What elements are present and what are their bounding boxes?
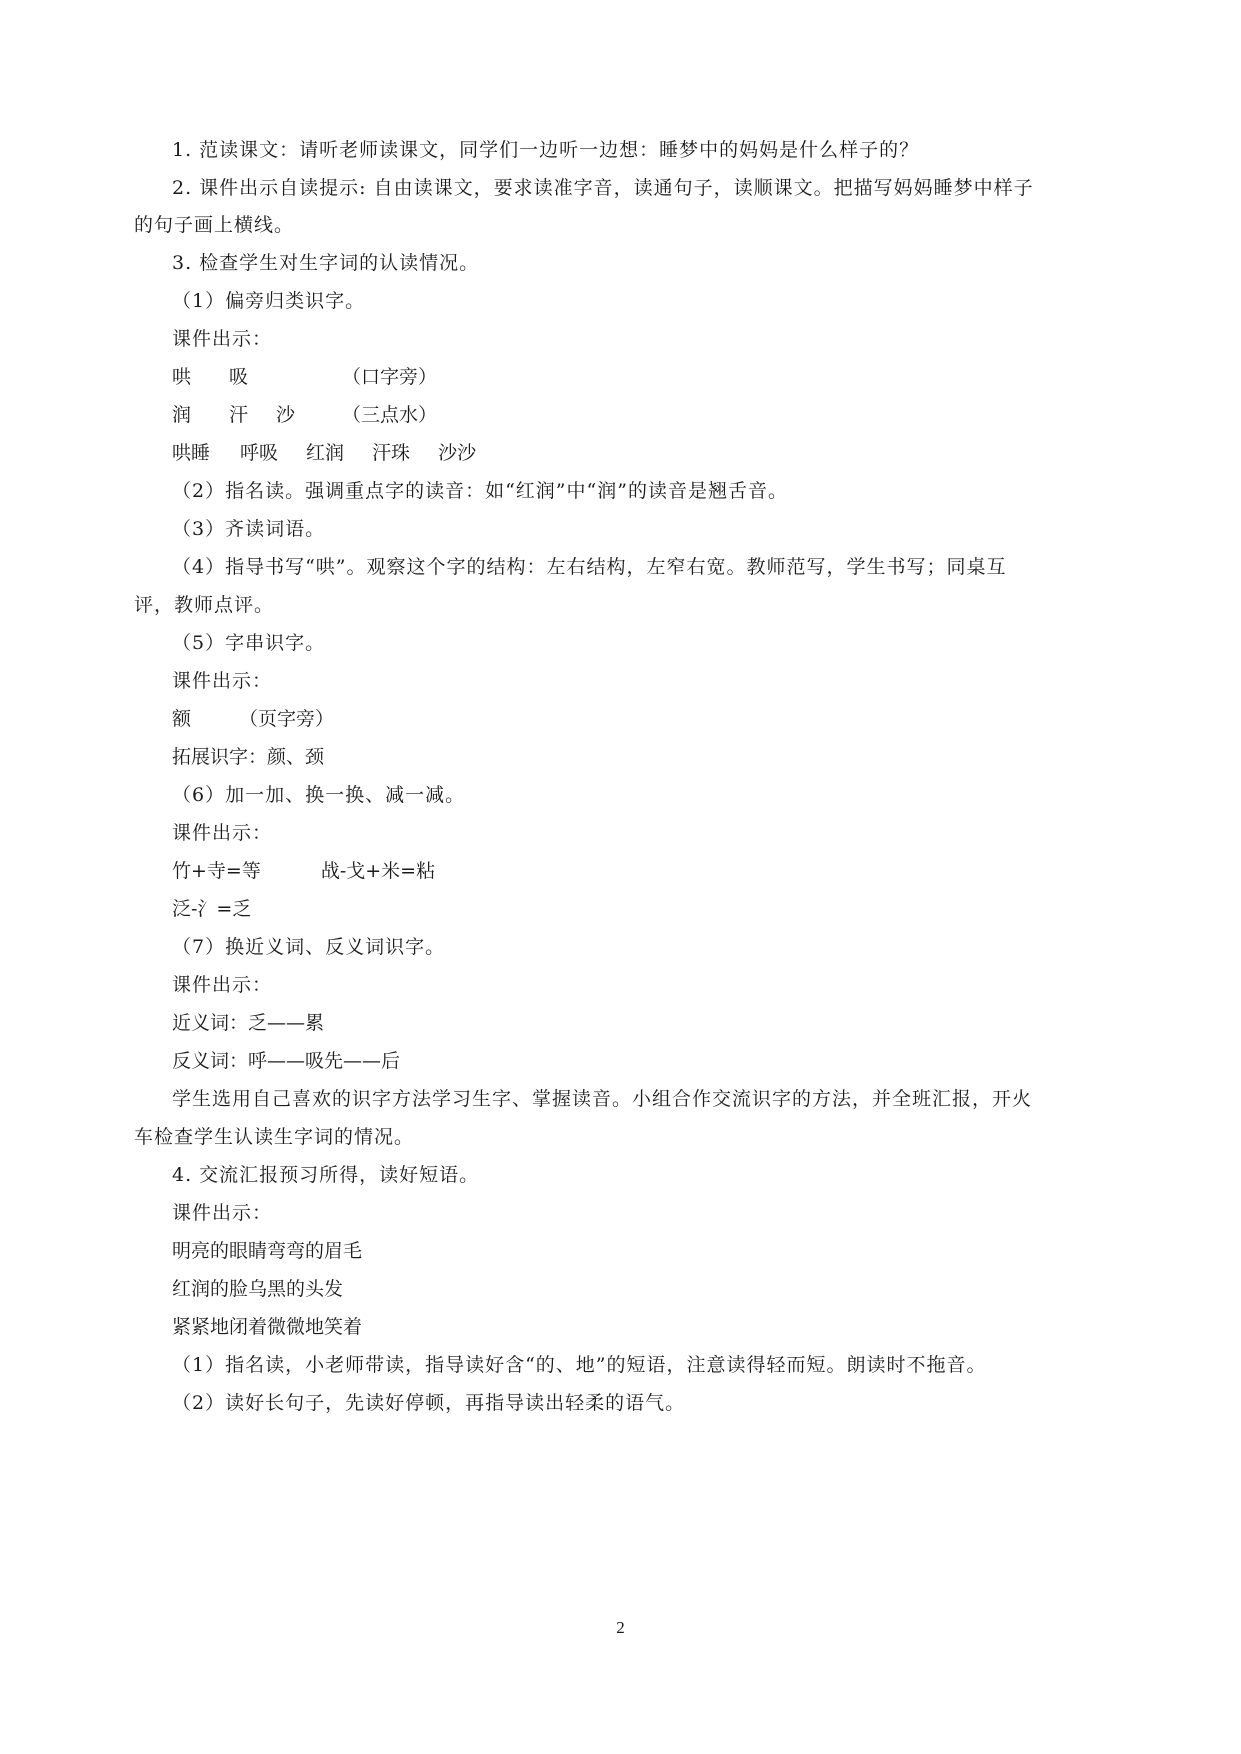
radical-char: 沙 [276,404,296,426]
substep-4-text: （4）指导书写“哄”。观察这个字的结构：左右结构，左窄右宽。教师范写，学生书写；同桌互 [172,556,1007,578]
substep-6-text: （6）加一加、换一换、减一减。 [172,784,466,806]
radical-group-kou [172,365,437,389]
step-2-text: 2. 课件出示自读提示: 自由读课文，要求读准字音，读通句子，读顺课文。把描写妈妈睡梦中样子 [172,177,1034,199]
synonym-line: 近义词：乏——累 [172,1012,325,1034]
phrase-line-3: 紧紧地闭着微微地笑着 [172,1316,363,1338]
courseware-label-4: 课件出示： [172,974,273,996]
extended-chars: 拓展识字：颜、颈 [172,746,325,768]
radical-label: （口字旁） [342,366,438,388]
courseware-label-2: 课件出示： [172,670,273,692]
word-list [172,441,476,465]
courseware-label-3: 课件出示： [172,822,273,844]
phrase-line-1: 明亮的眼睛弯弯的眉毛 [172,1240,363,1262]
char-math-subtract: 泛-氵=乏 [172,898,252,920]
phrase-line-2: 红润的脸乌黑的头发 [172,1278,344,1300]
summary-text: 学生选用自己喜欢的识字方法学习生字、掌握读音。小组合作交流识字的方法，并全班汇报，开火 [172,1088,1033,1110]
word-item: 沙沙 [438,442,477,464]
page-number: 2 [616,1618,625,1637]
summary-continuation: 车检查学生认读生字词的情况。 [134,1126,415,1148]
courseware-label-1: 课件出示： [172,328,273,350]
step-3-text: 3. 检查学生对生字词的认读情况。 [172,252,480,274]
radical-char: 润 [172,404,192,426]
substep-2-text: （2）指名读。强调重点字的读音：如“红润”中“润”的读音是翘舌音。 [172,480,788,502]
step-4-text: 4. 交流汇报预习所得，读好短语。 [172,1164,480,1186]
word-item: 哄睡 [172,442,211,464]
substep-5-text: （5）字串识字。 [172,632,326,654]
substep-7-text: （7）换近义词、反义词识字。 [172,936,446,958]
radical-label: （页字旁） [239,708,335,730]
word-item: 红润 [306,442,345,464]
radical-label: （三点水） [342,404,438,426]
char-math-right: 战-戈+米=粘 [320,860,436,882]
radical-group-water [172,403,437,427]
radical-group-ye [172,707,334,731]
step-1-text: 1. 范读课文：请听老师读课文，同学们一边听一边想：睡梦中的妈妈是什么样子的？ [172,139,920,161]
step-2-continuation: 的句子画上横线。 [134,214,295,236]
radical-char: 哄 [172,366,192,388]
radical-char: 汗 [229,404,249,426]
substep-1-text: （1）偏旁归类识字。 [172,290,366,312]
char-math-row [172,859,435,883]
radical-char: 吸 [229,366,249,388]
word-item: 呼吸 [240,442,279,464]
char-math-left: 竹+寺=等 [172,860,261,882]
antonym-line: 反义词：呼——吸先——后 [172,1050,401,1072]
step-4-substep-1: （1）指名读，小老师带读，指导读好含“的、地”的短语，注意读得轻而短。朗读时不拖音。 [172,1354,987,1376]
step-4-substep-2: （2）读好长句子，先读好停顿，再指导读出轻柔的语气。 [172,1392,686,1414]
substep-4-continuation: 评，教师点评。 [134,594,275,616]
substep-3-text: （3）齐读词语。 [172,518,326,540]
word-item: 汗珠 [372,442,411,464]
radical-char: 额 [172,708,192,730]
courseware-label-5: 课件出示： [172,1202,273,1224]
